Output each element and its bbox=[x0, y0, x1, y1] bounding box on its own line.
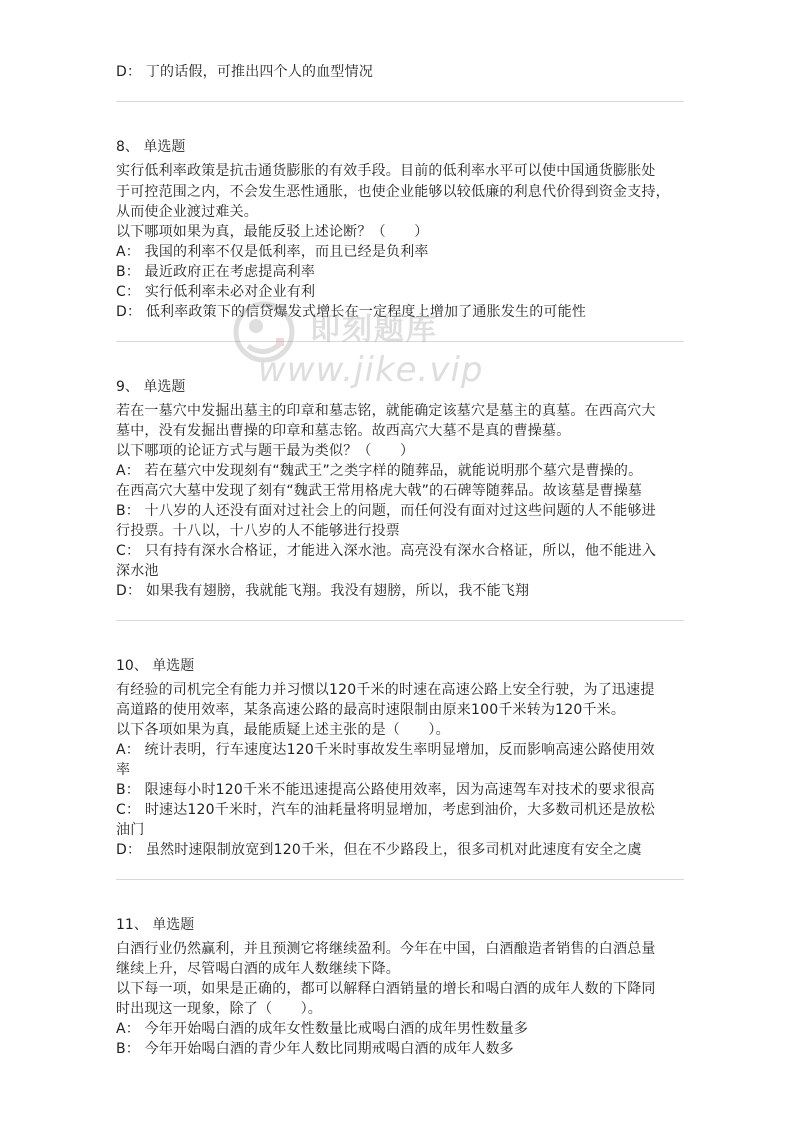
q10-option-a: A： 统计表明，行车速度达120千米时事故发生率明显增加，反而影响高速公路使用效 bbox=[116, 742, 655, 758]
q8-stem-line: 于可控范围之内，不会发生恶性通胀，也使企业能够以较低廉的利息代价得到资金支持， bbox=[116, 184, 670, 200]
q11-stem-line: 白酒行业仍然赢利，并且预测它将继续盈利。今年在中国，白酒酿造者销售的白酒总量 bbox=[116, 941, 656, 957]
q9-option-c: C： 只有持有深水合格证，才能进入深水池。高亮没有深水合格证，所以，他不能进入 bbox=[116, 543, 657, 559]
q10-stem-line: 有经验的司机完全有能力并习惯以120千米的时速在高速公路上安全行驶，为了迅速提 bbox=[116, 682, 655, 698]
q11-option-a: A： 今年开始喝白酒的成年女性数量比戒喝白酒的成年男性数量多 bbox=[116, 1021, 529, 1037]
q8-stem-line: 从而使企业渡过难关。 bbox=[116, 204, 258, 220]
q9-option-a: A： 若在墓穴中发现刻有“魏武王”之类字样的随葬品，就能说明那个墓穴是曹操的。 bbox=[116, 463, 643, 479]
q8-option-c: C： 实行低利率未必对企业有利 bbox=[116, 284, 316, 300]
q9-stem-line: 若在一墓穴中发掘出墓主的印章和墓志铭，就能确定该墓穴是墓主的真墓。在西高穴大 bbox=[116, 403, 656, 419]
q8-stem-line: 实行低利率政策是抗击通货膨胀的有效手段。目前的低利率水平可以使中国通货膨胀处 bbox=[116, 163, 656, 179]
watermark-cn: 即刻题库 bbox=[310, 312, 438, 347]
q9-option-b: B： 十八岁的人还没有面对过社会上的问题，而任何没有面对过这些问题的人不能够进 bbox=[116, 503, 656, 519]
q11-stem-line: 继续上升，尽管喝白酒的成年人数继续下降。 bbox=[116, 961, 400, 977]
q9-stem-line: 墓中，没有发掘出曹操的印章和墓志铭。故西高穴大墓不是真的曹操墓。 bbox=[116, 423, 571, 439]
q8-header: 8、 单选题 bbox=[116, 139, 186, 155]
q10-option-b: B： 限速每小时120千米不能迅速提高公路使用效率，因为高速驾车对技术的要求很高 bbox=[116, 782, 655, 798]
q9-option-a-cont: 在西高穴大墓中发现了刻有“魏武王常用格虎大戟”的石碑等随葬品。故该墓是曹操墓 bbox=[116, 483, 643, 499]
divider bbox=[116, 101, 684, 102]
q9-option-b-cont: 行投票。十八以，十八岁的人不能够进行投票 bbox=[116, 523, 400, 539]
divider bbox=[116, 620, 684, 621]
q10-option-a-cont: 率 bbox=[116, 762, 131, 778]
divider bbox=[116, 341, 684, 342]
q10-header: 10、 单选题 bbox=[116, 658, 195, 674]
q11-stem-line: 以下每一项，如果是正确的，都可以解释白酒销量的增长和喝白酒的成年人数的下降同 bbox=[116, 981, 656, 997]
q10-option-c-cont: 油门 bbox=[116, 822, 145, 838]
q11-option-b: B： 今年开始喝白酒的青少年人数比同期戒喝白酒的成年人数多 bbox=[116, 1041, 514, 1057]
divider bbox=[116, 879, 684, 880]
q10-option-c: C： 时速达120千米时，汽车的油耗量将明显增加，考虑到油价，大多数司机还是放松 bbox=[116, 802, 655, 818]
q10-stem-line: 高道路的使用效率，某条高速公路的最高时速限制由原来100千米转为120千米。 bbox=[116, 702, 626, 718]
q8-stem-line: 以下哪项如果为真，最能反驳上述论断？（ ） bbox=[116, 224, 429, 240]
watermark-url: www.jike.vip bbox=[258, 350, 484, 390]
q8-option-a: A： 我国的利率不仅是低利率，而且已经是负利率 bbox=[116, 244, 429, 260]
q9-stem-line: 以下哪项的论证方式与题干最为类似？（ ） bbox=[116, 443, 415, 459]
q9-option-d: D： 如果我有翅膀，我就能飞翔。我没有翅膀，所以，我不能飞翔 bbox=[116, 583, 530, 599]
q8-option-b: B： 最近政府正在考虑提高利率 bbox=[116, 264, 316, 280]
q10-stem-line: 以下各项如果为真，最能质疑上述主张的是（ ）。 bbox=[116, 722, 450, 738]
q7-option-d: D： 丁的话假，可推出四个人的血型情况 bbox=[116, 64, 374, 80]
q11-stem-line: 时出现这一现象，除了（ ）。 bbox=[116, 1001, 322, 1017]
q9-option-c-cont: 深水池 bbox=[116, 563, 159, 579]
q9-header: 9、 单选题 bbox=[116, 379, 186, 395]
q10-option-d: D： 虽然时速限制放宽到120千米，但在不少路段上，很多司机对此速度有安全之虞 bbox=[116, 842, 642, 858]
q11-header: 11、 单选题 bbox=[116, 917, 195, 933]
q8-option-d: D： 低利率政策下的信贷爆发式增长在一定程度上增加了通胀发生的可能性 bbox=[116, 304, 587, 320]
